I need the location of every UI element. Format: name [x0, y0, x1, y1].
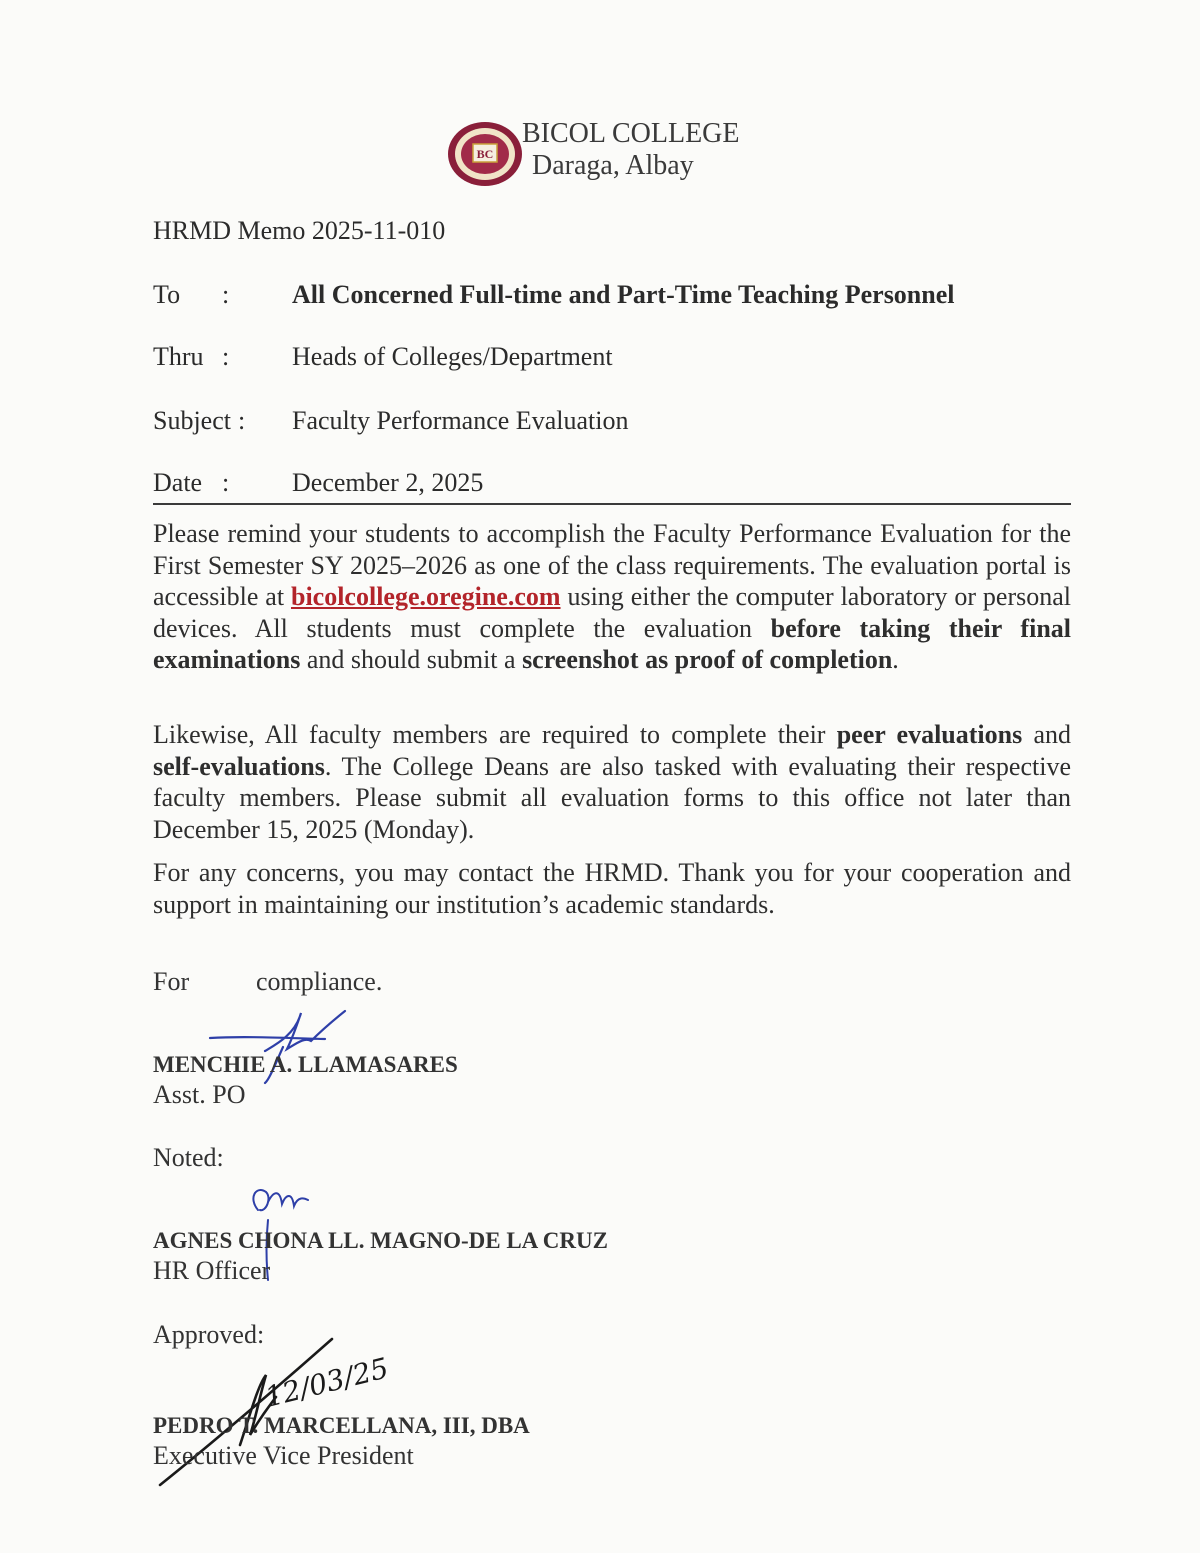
body-paragraph-1 [153, 518, 1071, 676]
to-value: All Concerned Full-time and Part-Time Teaching Personnel [292, 280, 955, 309]
closing-for: For [153, 967, 190, 996]
signatory-2-name: AGNES CHONA LL. MAGNO-DE LA CRUZ [153, 1228, 608, 1253]
signatory-1-name: MENCHIE A. LLAMASARES [153, 1052, 458, 1077]
subject-value: Faculty Performance Evaluation [292, 406, 629, 435]
evaluation-portal-link[interactable]: bicolcollege.oregine.com [290, 582, 561, 611]
subject-label: Subject [153, 406, 231, 435]
handwritten-date: 12/03/25 [261, 1351, 392, 1414]
p2-text-a: Likewise, All faculty members are required to complete their [153, 720, 837, 749]
date-value: December 2, 2025 [292, 468, 484, 497]
p1-bold-deadline: before taking their final examinations [153, 613, 1072, 674]
date-colon: : [222, 468, 230, 497]
to-label: To [153, 280, 181, 309]
p2-text-c: . The College Deans are also tasked with evaluating their respective faculty members. Please submit all evaluation forms to this office not later than December 15, 2025 (Monday). [153, 751, 1071, 844]
p2-bold-peer: peer evaluations [836, 720, 1023, 749]
subject-colon: : [238, 406, 246, 435]
closing-compliance: compliance. [256, 967, 383, 996]
thru-colon: : [222, 342, 230, 371]
noted-label: Noted: [153, 1143, 224, 1172]
body-paragraph-2 [153, 719, 1071, 845]
letterhead [522, 118, 740, 182]
to-colon: : [222, 280, 230, 309]
thru-label: Thru [153, 342, 204, 371]
p1-bold-proof: screenshot as proof of completion [522, 645, 893, 674]
college-location: Daraga, Albay [532, 150, 694, 181]
svg-text:BC: BC [476, 147, 494, 161]
date-label: Date [153, 468, 203, 497]
p2-text-b: and [1022, 720, 1071, 749]
signatory-1-title: Asst. PO [153, 1080, 246, 1109]
p2-bold-self: self-evaluations [153, 751, 325, 781]
signatory-2-title: HR Officer [153, 1256, 271, 1285]
p1-text-b: using either the computer laboratory or personal devices. All students must complete the evaluation [153, 582, 1071, 643]
college-seal-logo [446, 120, 524, 188]
thru-value: Heads of Colleges/Department [292, 342, 613, 371]
memo-number: HRMD Memo 2025-11-010 [153, 216, 446, 245]
p1-text-c: and should submit a [300, 645, 523, 674]
body-paragraph-3: For any concerns, you may contact the HRMD. Thank you for your cooperation and support in maintaining our institution’s academic standards. [153, 858, 1071, 919]
signatory-3-title: Executive Vice President [153, 1441, 414, 1470]
header-divider [153, 503, 1071, 505]
p1-text-a: Please remind your students to accomplish the Faculty Performance Evaluation for the First Semester SY 2025–2026 as one of the class requirements. The evaluation portal is accessible at [153, 519, 1071, 611]
approved-label: Approved: [153, 1320, 265, 1349]
college-name: BICOL COLLEGE [522, 118, 740, 149]
signatory-3-name: PEDRO T. MARCELLANA, III, DBA [153, 1413, 530, 1438]
p1-text-d: . [892, 645, 899, 674]
